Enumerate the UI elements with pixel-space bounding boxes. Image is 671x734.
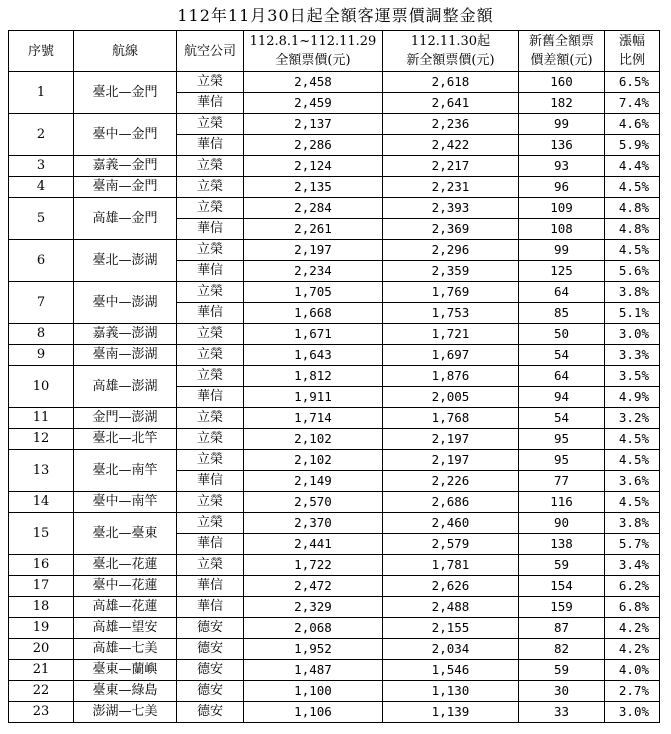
table-row xyxy=(9,429,660,450)
cell-no: 20 xyxy=(9,639,74,660)
cell-no: 23 xyxy=(9,702,74,723)
cell-new-fare: 1,876 xyxy=(383,366,519,387)
cell-rate: 3.0% xyxy=(605,702,660,723)
cell-airline: 德安 xyxy=(177,618,244,639)
cell-rate: 7.4% xyxy=(605,93,660,114)
cell-airline: 華信 xyxy=(177,534,244,555)
cell-airline: 華信 xyxy=(177,261,244,282)
cell-route: 嘉義—澎湖 xyxy=(74,324,177,345)
cell-new-fare: 1,139 xyxy=(383,702,519,723)
cell-no: 6 xyxy=(9,240,74,282)
cell-new-fare: 2,641 xyxy=(383,93,519,114)
cell-airline: 立榮 xyxy=(177,156,244,177)
cell-no: 2 xyxy=(9,114,74,156)
cell-diff: 87 xyxy=(519,618,605,639)
col-header-diff xyxy=(519,31,605,72)
cell-new-fare: 1,546 xyxy=(383,660,519,681)
cell-diff: 95 xyxy=(519,429,605,450)
cell-rate: 4.5% xyxy=(605,450,660,471)
cell-new-fare: 2,197 xyxy=(383,450,519,471)
cell-airline: 立榮 xyxy=(177,555,244,576)
cell-old-fare: 2,459 xyxy=(244,93,383,114)
table-row xyxy=(9,555,660,576)
cell-no: 19 xyxy=(9,618,74,639)
cell-diff: 64 xyxy=(519,282,605,303)
cell-diff: 90 xyxy=(519,513,605,534)
cell-airline: 華信 xyxy=(177,576,244,597)
cell-old-fare: 2,102 xyxy=(244,429,383,450)
fare-table-body xyxy=(9,72,660,723)
cell-diff: 82 xyxy=(519,639,605,660)
cell-new-fare: 2,393 xyxy=(383,198,519,219)
cell-no: 10 xyxy=(9,366,74,408)
cell-new-fare: 1,753 xyxy=(383,303,519,324)
cell-rate: 6.5% xyxy=(605,72,660,93)
cell-new-fare: 2,226 xyxy=(383,471,519,492)
cell-old-fare: 2,570 xyxy=(244,492,383,513)
cell-airline: 立榮 xyxy=(177,513,244,534)
cell-diff: 182 xyxy=(519,93,605,114)
cell-new-fare: 1,721 xyxy=(383,324,519,345)
cell-new-fare: 2,034 xyxy=(383,639,519,660)
table-row xyxy=(9,660,660,681)
table-row xyxy=(9,324,660,345)
cell-no: 3 xyxy=(9,156,74,177)
cell-airline: 立榮 xyxy=(177,492,244,513)
cell-rate: 3.2% xyxy=(605,408,660,429)
cell-no: 12 xyxy=(9,429,74,450)
cell-rate: 5.1% xyxy=(605,303,660,324)
cell-rate: 3.8% xyxy=(605,282,660,303)
cell-route: 臺北—北竿 xyxy=(74,429,177,450)
cell-no: 5 xyxy=(9,198,74,240)
table-row xyxy=(9,156,660,177)
cell-airline: 立榮 xyxy=(177,198,244,219)
cell-old-fare: 2,124 xyxy=(244,156,383,177)
cell-old-fare: 1,100 xyxy=(244,681,383,702)
cell-airline: 德安 xyxy=(177,660,244,681)
cell-route: 臺中—金門 xyxy=(74,114,177,156)
cell-diff: 116 xyxy=(519,492,605,513)
table-row xyxy=(9,618,660,639)
cell-airline: 華信 xyxy=(177,135,244,156)
table-row xyxy=(9,345,660,366)
cell-diff: 99 xyxy=(519,240,605,261)
col-header-old-fare-line2: 全額票價(元) xyxy=(275,53,351,68)
cell-diff: 96 xyxy=(519,177,605,198)
cell-old-fare: 2,234 xyxy=(244,261,383,282)
cell-diff: 95 xyxy=(519,450,605,471)
cell-rate: 5.9% xyxy=(605,135,660,156)
cell-rate: 4.0% xyxy=(605,660,660,681)
cell-new-fare: 2,217 xyxy=(383,156,519,177)
cell-old-fare: 2,102 xyxy=(244,450,383,471)
cell-old-fare: 2,472 xyxy=(244,576,383,597)
cell-new-fare: 2,296 xyxy=(383,240,519,261)
cell-old-fare: 1,705 xyxy=(244,282,383,303)
cell-diff: 160 xyxy=(519,72,605,93)
col-header-new-fare-line2: 新全額票價(元) xyxy=(406,53,495,68)
cell-old-fare: 2,149 xyxy=(244,471,383,492)
cell-airline: 立榮 xyxy=(177,408,244,429)
cell-old-fare: 2,261 xyxy=(244,219,383,240)
cell-diff: 108 xyxy=(519,219,605,240)
cell-new-fare: 2,460 xyxy=(383,513,519,534)
cell-rate: 5.7% xyxy=(605,534,660,555)
table-row xyxy=(9,597,660,618)
cell-route: 臺南—金門 xyxy=(74,177,177,198)
col-header-old-fare xyxy=(244,31,383,72)
cell-rate: 2.7% xyxy=(605,681,660,702)
cell-no: 18 xyxy=(9,597,74,618)
cell-airline: 華信 xyxy=(177,387,244,408)
cell-rate: 4.5% xyxy=(605,240,660,261)
cell-new-fare: 2,422 xyxy=(383,135,519,156)
cell-airline: 華信 xyxy=(177,597,244,618)
cell-route: 臺中—澎湖 xyxy=(74,282,177,324)
table-row xyxy=(9,114,660,135)
cell-route: 臺北—花蓮 xyxy=(74,555,177,576)
cell-diff: 99 xyxy=(519,114,605,135)
table-row xyxy=(9,177,660,198)
cell-old-fare: 1,487 xyxy=(244,660,383,681)
cell-rate: 4.5% xyxy=(605,429,660,450)
cell-route: 高雄—望安 xyxy=(74,618,177,639)
cell-no: 11 xyxy=(9,408,74,429)
cell-rate: 6.8% xyxy=(605,597,660,618)
cell-no: 15 xyxy=(9,513,74,555)
cell-rate: 6.2% xyxy=(605,576,660,597)
cell-new-fare: 2,626 xyxy=(383,576,519,597)
cell-old-fare: 1,714 xyxy=(244,408,383,429)
cell-old-fare: 1,106 xyxy=(244,702,383,723)
cell-route: 澎湖—七美 xyxy=(74,702,177,723)
cell-rate: 3.6% xyxy=(605,471,660,492)
cell-diff: 136 xyxy=(519,135,605,156)
cell-no: 21 xyxy=(9,660,74,681)
cell-diff: 54 xyxy=(519,345,605,366)
cell-rate: 3.3% xyxy=(605,345,660,366)
cell-old-fare: 2,068 xyxy=(244,618,383,639)
cell-airline: 德安 xyxy=(177,702,244,723)
table-row xyxy=(9,681,660,702)
cell-diff: 33 xyxy=(519,702,605,723)
cell-airline: 立榮 xyxy=(177,72,244,93)
cell-new-fare: 2,686 xyxy=(383,492,519,513)
cell-diff: 94 xyxy=(519,387,605,408)
cell-no: 17 xyxy=(9,576,74,597)
cell-diff: 109 xyxy=(519,198,605,219)
table-row xyxy=(9,450,660,471)
cell-new-fare: 2,231 xyxy=(383,177,519,198)
cell-route: 臺中—南竿 xyxy=(74,492,177,513)
cell-diff: 77 xyxy=(519,471,605,492)
col-header-airline: 航空公司 xyxy=(177,31,244,72)
table-row xyxy=(9,639,660,660)
cell-rate: 3.8% xyxy=(605,513,660,534)
cell-route: 臺北—臺東 xyxy=(74,513,177,555)
table-row xyxy=(9,492,660,513)
cell-route: 臺北—金門 xyxy=(74,72,177,114)
table-row xyxy=(9,366,660,387)
cell-route: 臺東—綠島 xyxy=(74,681,177,702)
cell-rate: 4.2% xyxy=(605,618,660,639)
col-header-diff-line2: 價差額(元) xyxy=(530,53,593,68)
cell-rate: 4.5% xyxy=(605,177,660,198)
cell-route: 金門—澎湖 xyxy=(74,408,177,429)
cell-old-fare: 1,668 xyxy=(244,303,383,324)
cell-new-fare: 1,130 xyxy=(383,681,519,702)
col-header-no: 序號 xyxy=(9,31,74,72)
cell-diff: 30 xyxy=(519,681,605,702)
cell-airline: 立榮 xyxy=(177,366,244,387)
cell-route: 臺北—南竿 xyxy=(74,450,177,492)
cell-new-fare: 1,768 xyxy=(383,408,519,429)
cell-no: 16 xyxy=(9,555,74,576)
cell-route: 臺南—澎湖 xyxy=(74,345,177,366)
col-header-rate-line1: 漲幅 xyxy=(618,34,645,49)
cell-airline: 立榮 xyxy=(177,282,244,303)
cell-airline: 德安 xyxy=(177,681,244,702)
cell-new-fare: 2,579 xyxy=(383,534,519,555)
cell-new-fare: 1,769 xyxy=(383,282,519,303)
cell-new-fare: 2,236 xyxy=(383,114,519,135)
cell-new-fare: 2,005 xyxy=(383,387,519,408)
cell-route: 高雄—澎湖 xyxy=(74,366,177,408)
col-header-rate-line2: 比例 xyxy=(618,53,645,68)
table-row xyxy=(9,513,660,534)
cell-airline: 立榮 xyxy=(177,114,244,135)
cell-new-fare: 2,359 xyxy=(383,261,519,282)
table-row xyxy=(9,198,660,219)
cell-old-fare: 2,370 xyxy=(244,513,383,534)
cell-no: 14 xyxy=(9,492,74,513)
cell-no: 13 xyxy=(9,450,74,492)
table-row xyxy=(9,282,660,303)
cell-diff: 59 xyxy=(519,555,605,576)
cell-airline: 華信 xyxy=(177,219,244,240)
cell-diff: 93 xyxy=(519,156,605,177)
cell-old-fare: 2,441 xyxy=(244,534,383,555)
cell-diff: 50 xyxy=(519,324,605,345)
cell-new-fare: 1,697 xyxy=(383,345,519,366)
header-row xyxy=(9,31,660,72)
cell-rate: 4.4% xyxy=(605,156,660,177)
cell-no: 1 xyxy=(9,72,74,114)
cell-new-fare: 1,781 xyxy=(383,555,519,576)
cell-diff: 64 xyxy=(519,366,605,387)
cell-no: 7 xyxy=(9,282,74,324)
cell-no: 22 xyxy=(9,681,74,702)
col-header-route: 航線 xyxy=(74,31,177,72)
cell-old-fare: 1,722 xyxy=(244,555,383,576)
table-row xyxy=(9,702,660,723)
cell-rate: 4.6% xyxy=(605,114,660,135)
col-header-diff-line1: 新舊全額票 xyxy=(528,34,594,49)
cell-old-fare: 2,458 xyxy=(244,72,383,93)
table-row xyxy=(9,240,660,261)
cell-new-fare: 2,369 xyxy=(383,219,519,240)
cell-airline: 德安 xyxy=(177,639,244,660)
cell-diff: 154 xyxy=(519,576,605,597)
cell-diff: 54 xyxy=(519,408,605,429)
cell-old-fare: 2,284 xyxy=(244,198,383,219)
col-header-old-fare-line1: 112.8.1~112.11.29 xyxy=(249,34,377,49)
cell-rate: 5.6% xyxy=(605,261,660,282)
cell-new-fare: 2,488 xyxy=(383,597,519,618)
cell-route: 高雄—七美 xyxy=(74,639,177,660)
cell-route: 臺北—澎湖 xyxy=(74,240,177,282)
cell-rate: 4.5% xyxy=(605,492,660,513)
col-header-rate xyxy=(605,31,660,72)
cell-no: 4 xyxy=(9,177,74,198)
cell-airline: 立榮 xyxy=(177,240,244,261)
cell-route: 高雄—金門 xyxy=(74,198,177,240)
cell-rate: 4.2% xyxy=(605,639,660,660)
cell-route: 高雄—花蓮 xyxy=(74,597,177,618)
cell-diff: 59 xyxy=(519,660,605,681)
cell-route: 臺中—花蓮 xyxy=(74,576,177,597)
table-row xyxy=(9,408,660,429)
cell-rate: 4.8% xyxy=(605,219,660,240)
cell-airline: 華信 xyxy=(177,471,244,492)
page-title: 112年11月30日起全額客運票價調整金額 xyxy=(177,6,494,25)
cell-diff: 85 xyxy=(519,303,605,324)
cell-no: 8 xyxy=(9,324,74,345)
cell-old-fare: 2,135 xyxy=(244,177,383,198)
table-row xyxy=(9,72,660,93)
col-header-new-fare-line1: 112.11.30起 xyxy=(410,34,491,49)
cell-old-fare: 2,286 xyxy=(244,135,383,156)
cell-rate: 3.5% xyxy=(605,366,660,387)
cell-rate: 3.4% xyxy=(605,555,660,576)
cell-old-fare: 1,911 xyxy=(244,387,383,408)
cell-airline: 華信 xyxy=(177,93,244,114)
cell-old-fare: 2,137 xyxy=(244,114,383,135)
cell-airline: 立榮 xyxy=(177,177,244,198)
cell-rate: 3.0% xyxy=(605,324,660,345)
cell-diff: 138 xyxy=(519,534,605,555)
cell-old-fare: 1,952 xyxy=(244,639,383,660)
cell-old-fare: 2,197 xyxy=(244,240,383,261)
cell-airline: 立榮 xyxy=(177,450,244,471)
cell-airline: 立榮 xyxy=(177,429,244,450)
fare-table xyxy=(8,30,660,723)
cell-airline: 立榮 xyxy=(177,345,244,366)
cell-diff: 159 xyxy=(519,597,605,618)
cell-old-fare: 1,812 xyxy=(244,366,383,387)
table-row xyxy=(9,576,660,597)
cell-old-fare: 1,671 xyxy=(244,324,383,345)
cell-new-fare: 2,155 xyxy=(383,618,519,639)
cell-airline: 立榮 xyxy=(177,324,244,345)
cell-rate: 4.9% xyxy=(605,387,660,408)
cell-route: 嘉義—金門 xyxy=(74,156,177,177)
col-header-new-fare xyxy=(383,31,519,72)
cell-old-fare: 1,643 xyxy=(244,345,383,366)
cell-route: 臺東—蘭嶼 xyxy=(74,660,177,681)
cell-no: 9 xyxy=(9,345,74,366)
cell-new-fare: 2,618 xyxy=(383,72,519,93)
cell-old-fare: 2,329 xyxy=(244,597,383,618)
cell-rate: 4.8% xyxy=(605,198,660,219)
cell-airline: 華信 xyxy=(177,303,244,324)
cell-new-fare: 2,197 xyxy=(383,429,519,450)
cell-diff: 125 xyxy=(519,261,605,282)
